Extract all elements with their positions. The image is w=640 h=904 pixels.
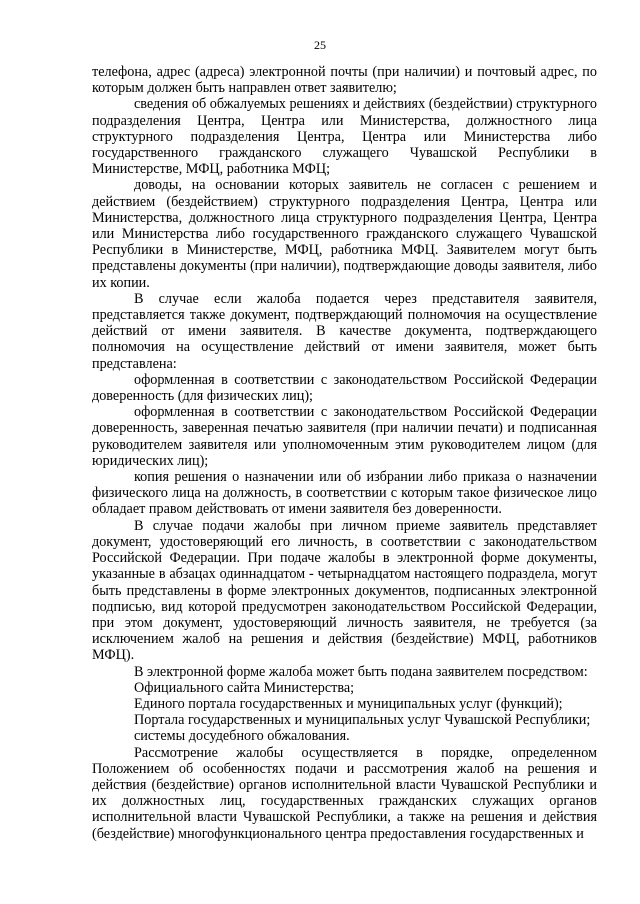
paragraph-power-of-attorney-legal-entities: оформленная в соответствии с законодательством Российской Федерации доверенность, заверенная печатью заявителя (при наличии печати) и подписанная руководителем заявителя или уполномоченным этим руководителем лицом (для юридических лиц); <box>92 404 597 469</box>
paragraph-unified-portal: Единого портала государственных и муниципальных услуг (функций); <box>134 695 563 712</box>
paragraph-electronic-form: В электронной форме жалоба может быть подана заявителем посредством: <box>134 663 588 680</box>
paragraph-appointment-decision: копия решения о назначении или об избрании либо приказа о назначении физического лица на должность, в соответствии с которым такое физическое лицо обладает правом действовать от имени заявителя без доверенности. <box>92 469 597 518</box>
paragraph-power-of-attorney-individuals: оформленная в соответствии с законодательством Российской Федерации доверенность (для физических лиц); <box>92 371 597 405</box>
paragraph-pretrial-system: системы досудебного обжалования. <box>134 728 350 745</box>
paragraph-personal-reception: В случае подачи жалобы при личном приеме заявитель представляет документ, удостоверяющий его личность, в соответствии с законодательством Российской Федерации. При подаче жалобы в электронной форме документы, указанные в абзацах одиннадцатом - четырнадцатом настоящего подраздела, могут быть представлены в форме электронных документов, подписанных электронной подписью, вид которой предусмотрен законодательством Российской Федерации, при этом документ, удостоверяющий личность заявителя, не требуется (за исключением жалоб на решения и действия (бездействие) МФЦ, работников МФЦ). <box>92 517 597 664</box>
paragraph-consideration: Рассмотрение жалобы осуществляется в порядке, определенном Положением об особенностях подачи и рассмотрения жалоб на решения и действия (бездействие) органов исполнительной власти Чувашской Республики и их должностных лиц, государственных гражданских служащих органов исполнительной власти Чувашской Республики, а также на решения и действия (бездействие) многофункционального центра предоставления государственных и <box>92 744 597 842</box>
paragraph-official-site: Официального сайта Министерства; <box>134 679 355 696</box>
paragraph-appealed-decisions: сведения об обжалуемых решениях и действиях (бездействии) структурного подразделения Центра, Центра или Министерства, должностного лица структурного подразделения Центра, Центра или Министерства либо государственного гражданского служащего Чувашской Республики в Министерстве, МФЦ, работника МФЦ; <box>92 96 597 178</box>
document-body <box>92 64 597 842</box>
paragraph-representative: В случае если жалоба подается через представителя заявителя, представляется также документ, подтверждающий полномочия на осуществление действий от имени заявителя. В качестве документа, подтверждающего полномочия на осуществление действий от имени заявителя, может быть представлена: <box>92 290 597 372</box>
paragraph-continuation: телефона, адрес (адреса) электронной почты (при наличии) и почтовый адрес, по которым должен быть направлен ответ заявителю; <box>92 64 597 97</box>
paragraph-arguments: доводы, на основании которых заявитель не согласен с решением и действием (бездействием) структурного подразделения Центра, Центра или Министерства, должностного лица структурного подразделения Центра, Центра или Министерства либо государственного гражданского служащего Чувашской Республики в Министерстве, МФЦ, работника МФЦ. Заявителем могут быть представлены документы (при наличии), подтверждающие доводы заявителя, либо их копии. <box>92 177 597 291</box>
page-number: 25 <box>314 38 326 52</box>
paragraph-regional-portal: Портала государственных и муниципальных услуг Чувашской Республики; <box>134 712 591 729</box>
